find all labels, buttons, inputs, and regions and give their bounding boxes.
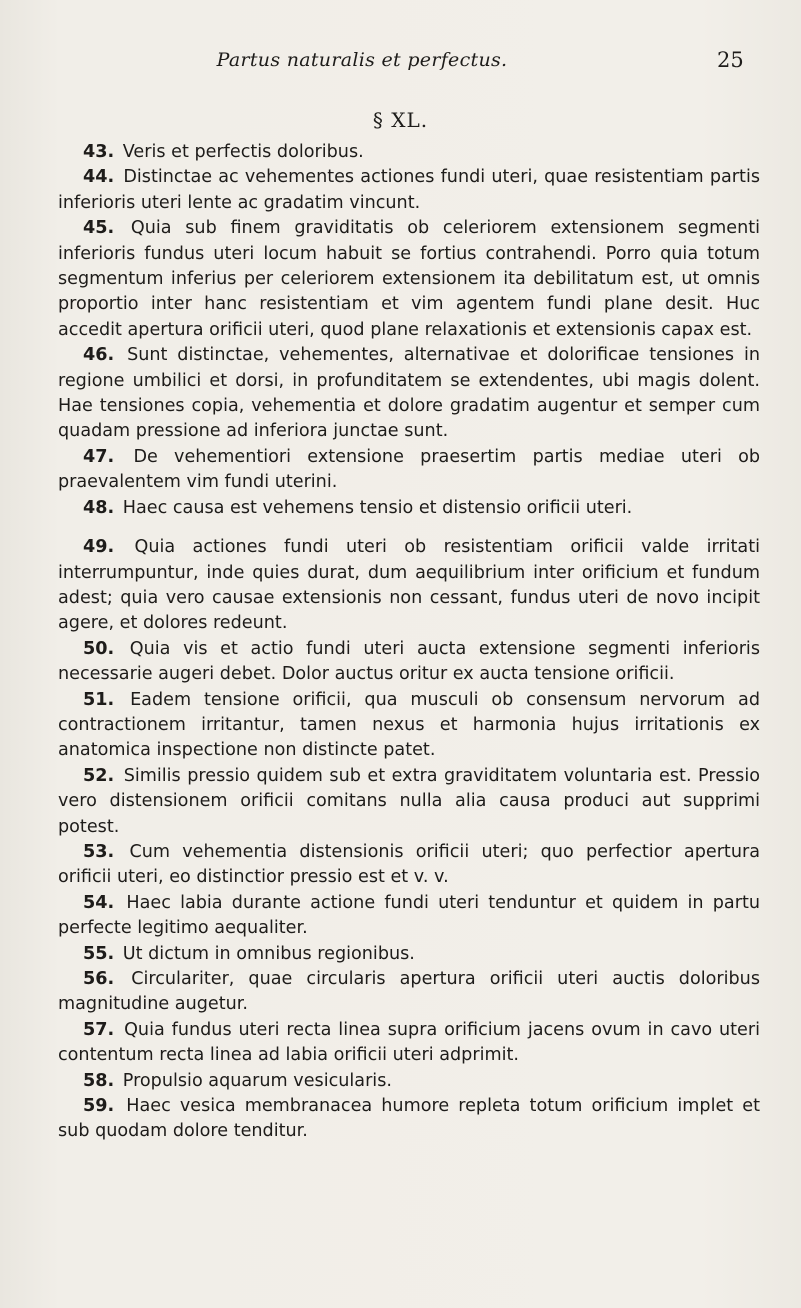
paragraph-text: Haec vesica membranacea humore repleta totum orificium implet et sub quodam dolore tenditur. (58, 1096, 761, 1142)
paragraph-number: 59. (83, 1096, 115, 1117)
paragraph-59 (58, 1094, 760, 1145)
paragraph-number: 46. (83, 345, 115, 366)
section-heading: § XL. (372, 108, 429, 132)
paragraph-text: Haec labia durante actione fundi uteri tenduntur et quidem in partu perfecte legitimo aequaliter. (58, 892, 760, 939)
paragraph-56 (58, 967, 760, 1018)
paragraph-54 (58, 891, 760, 942)
paragraph-52 (58, 764, 760, 840)
body-text (58, 140, 760, 1145)
paragraph-number: 53. (83, 841, 115, 862)
paragraph-text: De vehementiori extensione praesertim partis mediae uteri ob praevalentem vim fundi uterini. (58, 446, 761, 493)
paragraph-number: 51. (83, 689, 115, 710)
paragraph-45 (58, 216, 760, 343)
paragraph-number: 52. (83, 765, 115, 786)
page-number: 25 (717, 48, 744, 72)
paragraph-text: Cum vehementia distensionis orificii uteri; quo perfectior apertura orificii uteri, eo distinctior pressio est et v. v. (58, 841, 760, 888)
paragraph-50 (58, 637, 760, 688)
paragraph-57 (58, 1018, 760, 1069)
paragraph-44 (58, 165, 760, 216)
paragraph-text: Similis pressio quidem sub et extra graviditatem voluntaria est. Pressio vero distensionem orificii comitans nulla alia causa produci aut supprimi potest. (58, 765, 761, 837)
paragraph-number: 44. (83, 167, 115, 188)
paragraph-49 (58, 535, 760, 637)
paragraph-number: 56. (83, 969, 115, 989)
paragraph-number: 47. (83, 446, 115, 467)
paragraph-47 (58, 445, 760, 496)
paragraph-number: 45. (83, 218, 115, 239)
paragraph-text: Quia sub finem graviditatis ob celeriorem extensionem segmenti inferioris fundus uteri locum habuit se fortius contrahendi. Porro quia totum segmentum inferius per celeriorem extensionem ita debilitatum est, ut omnis proportio inter hanc resistentiam et vim agentem fundi plane desit. Huc accedit apertura orificii uteri, quod plane relaxationis et extensionis capax est. (58, 218, 761, 340)
paragraph-text: Eadem tensione orificii, qua musculi ob consensum nervorum ad contractionem irritantur, tamen nexus et harmonia hujus irritationis ex anatomica inspectione non distincte patet. (58, 689, 760, 761)
paragraph-51 (58, 688, 760, 764)
paragraph-58 (58, 1069, 760, 1094)
paragraph-text: Quia fundus uteri recta linea supra orificium jacens ovum in cavo uteri contentum recta linea ad labia orificii uteri adprimit. (58, 1019, 761, 1066)
paragraph-number: 43. (83, 142, 115, 162)
paragraph-text: Circulariter, quae circularis apertura orificii uteri auctis doloribus magnitudine augetur. (58, 969, 760, 1015)
paragraph-text: Ut dictum in omnibus regionibus. (122, 943, 415, 964)
paragraph-number: 58. (83, 1070, 115, 1091)
paragraph-text: Quia vis et actio fundi uteri aucta extensione segmenti inferioris necessarie augeri debet. Dolor auctus oritur ex aucta tensione orificii. (58, 638, 760, 685)
paragraph-text: Propulsio aquarum vesicularis. (122, 1070, 392, 1091)
paragraph-text: Distinctae ac vehementes actiones fundi uteri, quae resistentiam partis inferioris uteri lente ac gradatim vincunt. (58, 167, 760, 213)
paragraph-number: 50. (83, 638, 115, 659)
paragraph-46 (58, 343, 760, 445)
paragraph-text: Sunt distinctae, vehementes, alternativae et dolorificae tensiones in regione umbilici et dorsi, in profunditatem se extendentes, ubi magis dolent. Hae tensiones copia, vehementia et dolore gradatim augentur et semper cum quadam pressione ad inferiora junctae sunt. (58, 345, 761, 442)
paragraph-text: Haec causa est vehemens tensio et distensio orificii uteri. (122, 497, 633, 518)
paragraph-55 (58, 942, 760, 967)
running-title: Partus naturalis et perfectus. (216, 49, 508, 71)
paragraph-48 (58, 496, 760, 521)
paragraph-number: 49. (83, 537, 115, 558)
paragraph-53 (58, 840, 760, 891)
paragraph-43 (58, 140, 760, 165)
paragraph-number: 48. (83, 497, 115, 518)
paragraph-text: Veris et perfectis doloribus. (122, 142, 364, 162)
paragraph-text: Quia actiones fundi uteri ob resistentiam orificii valde irritati interrumpuntur, inde quies durat, dum aequilibrium inter orificium et fundum adest; quia vero causae extensionis non cessant, fundus uteri de novo incipit agere, et dolores redeunt. (58, 537, 760, 634)
running-head (0, 49, 801, 79)
paragraph-number: 57. (83, 1019, 115, 1040)
paragraph-number: 54. (83, 892, 115, 913)
paragraph-number: 55. (83, 943, 115, 964)
